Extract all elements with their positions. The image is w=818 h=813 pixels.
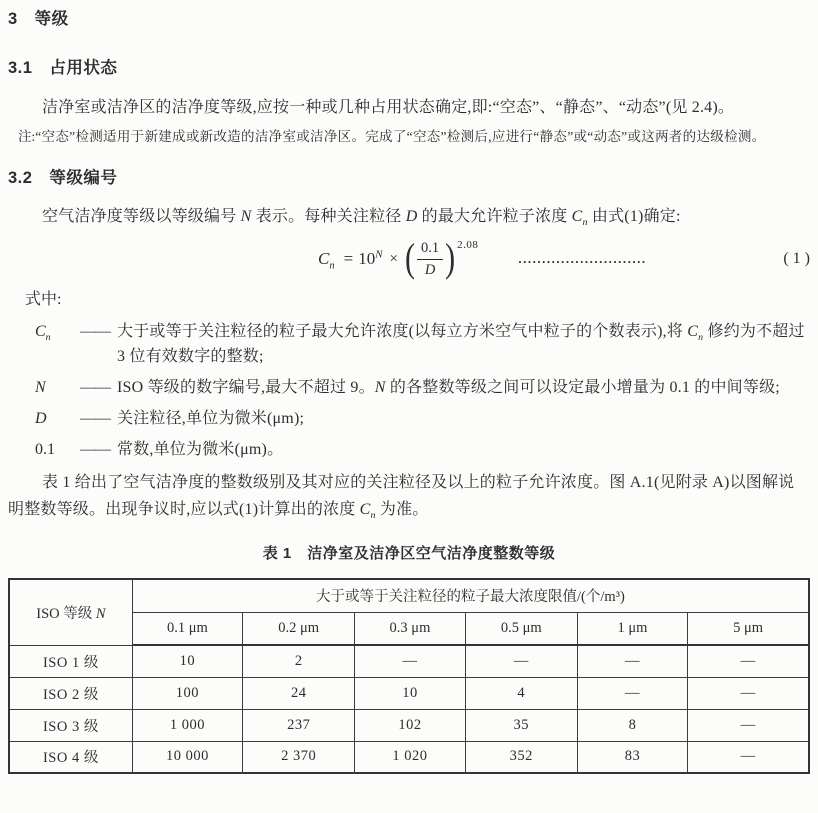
definition-row-n	[8, 375, 810, 400]
particle-size-header: 1 μm	[577, 612, 687, 645]
row-label-cell: ISO 2 级	[9, 677, 132, 709]
outer-exponent: 2.08	[457, 239, 479, 251]
definition-dash: ——	[80, 441, 110, 458]
table-1-caption: 表 1 洁净室及洁净区空气洁净度整数等级	[262, 545, 556, 562]
definition-row-d	[8, 406, 810, 431]
value-cell: 10	[355, 677, 465, 709]
equals-sign: =	[343, 249, 354, 268]
definition-term: $C_n$	[35, 323, 51, 344]
definition-dash: ——	[80, 379, 110, 396]
particle-size-header: 0.5 μm	[465, 612, 577, 645]
value-cell: 352	[465, 741, 577, 773]
section-3-2-heading: 3.2 等级编号	[8, 169, 118, 187]
cn-symbol: C	[318, 249, 330, 268]
exponent-n: N	[375, 248, 383, 261]
value-cell: 1 020	[355, 741, 465, 773]
definition-term: D	[35, 410, 47, 427]
definition-term: 0.1	[35, 441, 55, 458]
definition-row-01	[8, 437, 810, 462]
table-header-row-1	[9, 579, 809, 612]
iso-class-table	[8, 578, 810, 774]
row-label-cell: ISO 3 级	[9, 709, 132, 741]
concentration-span-header: 大于或等于关注粒径的粒子最大浓度限值/(个/m³)	[132, 579, 809, 612]
fraction-numerator: 0.1	[417, 239, 443, 259]
value-cell: 102	[355, 709, 465, 741]
value-cell: 100	[132, 677, 242, 709]
occupancy-state-paragraph: 洁净室或洁净区的洁净度等级,应按一种或几种占用状态确定,即:“空态”、“静态”、“动态”(见 2.4)。	[42, 99, 735, 116]
table-reference-paragraph: 表 1 给出了空气洁净度的整数级别及其对应的关注粒径及以上的粒子允许浓度。图 A.1(见附录 A)以图解说明整数等级。出现争议时,应以式(1)计算出的浓度 $C_n$ 为准。	[8, 474, 795, 522]
fraction	[417, 239, 443, 278]
particle-size-header: 0.1 μm	[132, 612, 242, 645]
value-cell: —	[688, 741, 809, 773]
definition-text: 大于或等于关注粒径的粒子最大允许浓度(以每立方米空气中粒子的个数表示),将 $C_n$ 修约为不超过 3 位有效数字的整数;	[117, 323, 805, 365]
value-cell: 237	[243, 709, 355, 741]
base-ten: 10	[358, 249, 376, 268]
close-paren: )	[445, 236, 456, 281]
value-cell: 8	[577, 709, 687, 741]
dot-leader: ...........................	[518, 251, 647, 266]
value-cell: 10	[132, 645, 242, 677]
value-cell: —	[688, 645, 809, 677]
table-row-iso-2	[9, 677, 809, 709]
definition-text: 常数,单位为微米(μm)。	[117, 441, 284, 458]
fraction-denominator: D	[424, 261, 436, 278]
value-cell: —	[355, 645, 465, 677]
equation-expression	[318, 236, 479, 281]
section-3-1-heading: 3.1 占用状态	[8, 59, 118, 77]
corner-header-cell: ISO 等级 N	[9, 579, 132, 645]
definition-dash: ——	[80, 323, 110, 340]
value-cell: —	[465, 645, 577, 677]
value-cell: —	[577, 645, 687, 677]
value-cell: 35	[465, 709, 577, 741]
row-label-cell: ISO 4 级	[9, 741, 132, 773]
value-cell: 24	[243, 677, 355, 709]
section-3-heading: 3 等级	[8, 10, 69, 28]
equation-1-row	[8, 234, 810, 284]
definition-dash: ——	[80, 410, 110, 427]
definition-text: 关注粒径,单位为微米(μm);	[117, 410, 305, 427]
particle-size-header: 0.2 μm	[243, 612, 355, 645]
value-cell: 2 370	[243, 741, 355, 773]
equation-number: ( 1 )	[783, 250, 810, 267]
equation-lhs	[318, 249, 335, 272]
note-block	[8, 124, 810, 149]
value-cell: 4	[465, 677, 577, 709]
value-cell: 10 000	[132, 741, 242, 773]
value-cell: 1 000	[132, 709, 242, 741]
multiply-sign: ×	[389, 250, 399, 267]
table-row-iso-4	[9, 741, 809, 773]
definition-text: ISO 等级的数字编号,最大不超过 9。N 的各整数等级之间可以设定最小增量为 0.1 的中间等级;	[117, 379, 780, 396]
class-number-intro-paragraph: 空气洁净度等级以等级编号 N 表示。每种关注粒径 D 的最大允许粒子浓度 $C_n$ 由式(1)确定:	[42, 208, 681, 229]
definition-term: N	[35, 379, 46, 396]
open-paren: (	[405, 236, 416, 281]
value-cell: —	[577, 677, 687, 709]
ten-power-n	[358, 249, 382, 269]
note-label: 注:	[18, 129, 36, 144]
particle-size-header: 5 μm	[688, 612, 809, 645]
note-text: “空态”检测适用于新建成或新改造的洁净室或洁净区。完成了“空态”检测后,应进行“静态”或“动态”或这两者的达级检测。	[35, 129, 766, 144]
value-cell: 2	[243, 645, 355, 677]
definition-row-cn	[8, 319, 810, 369]
row-label-cell: ISO 1 级	[9, 645, 132, 677]
value-cell: —	[688, 709, 809, 741]
where-label: 式中:	[25, 291, 62, 308]
table-row-iso-1	[9, 645, 809, 677]
value-cell: —	[688, 677, 809, 709]
particle-size-header: 0.3 μm	[355, 612, 465, 645]
value-cell: 83	[577, 741, 687, 773]
cn-subscript: n	[329, 260, 335, 272]
table-row-iso-3	[9, 709, 809, 741]
